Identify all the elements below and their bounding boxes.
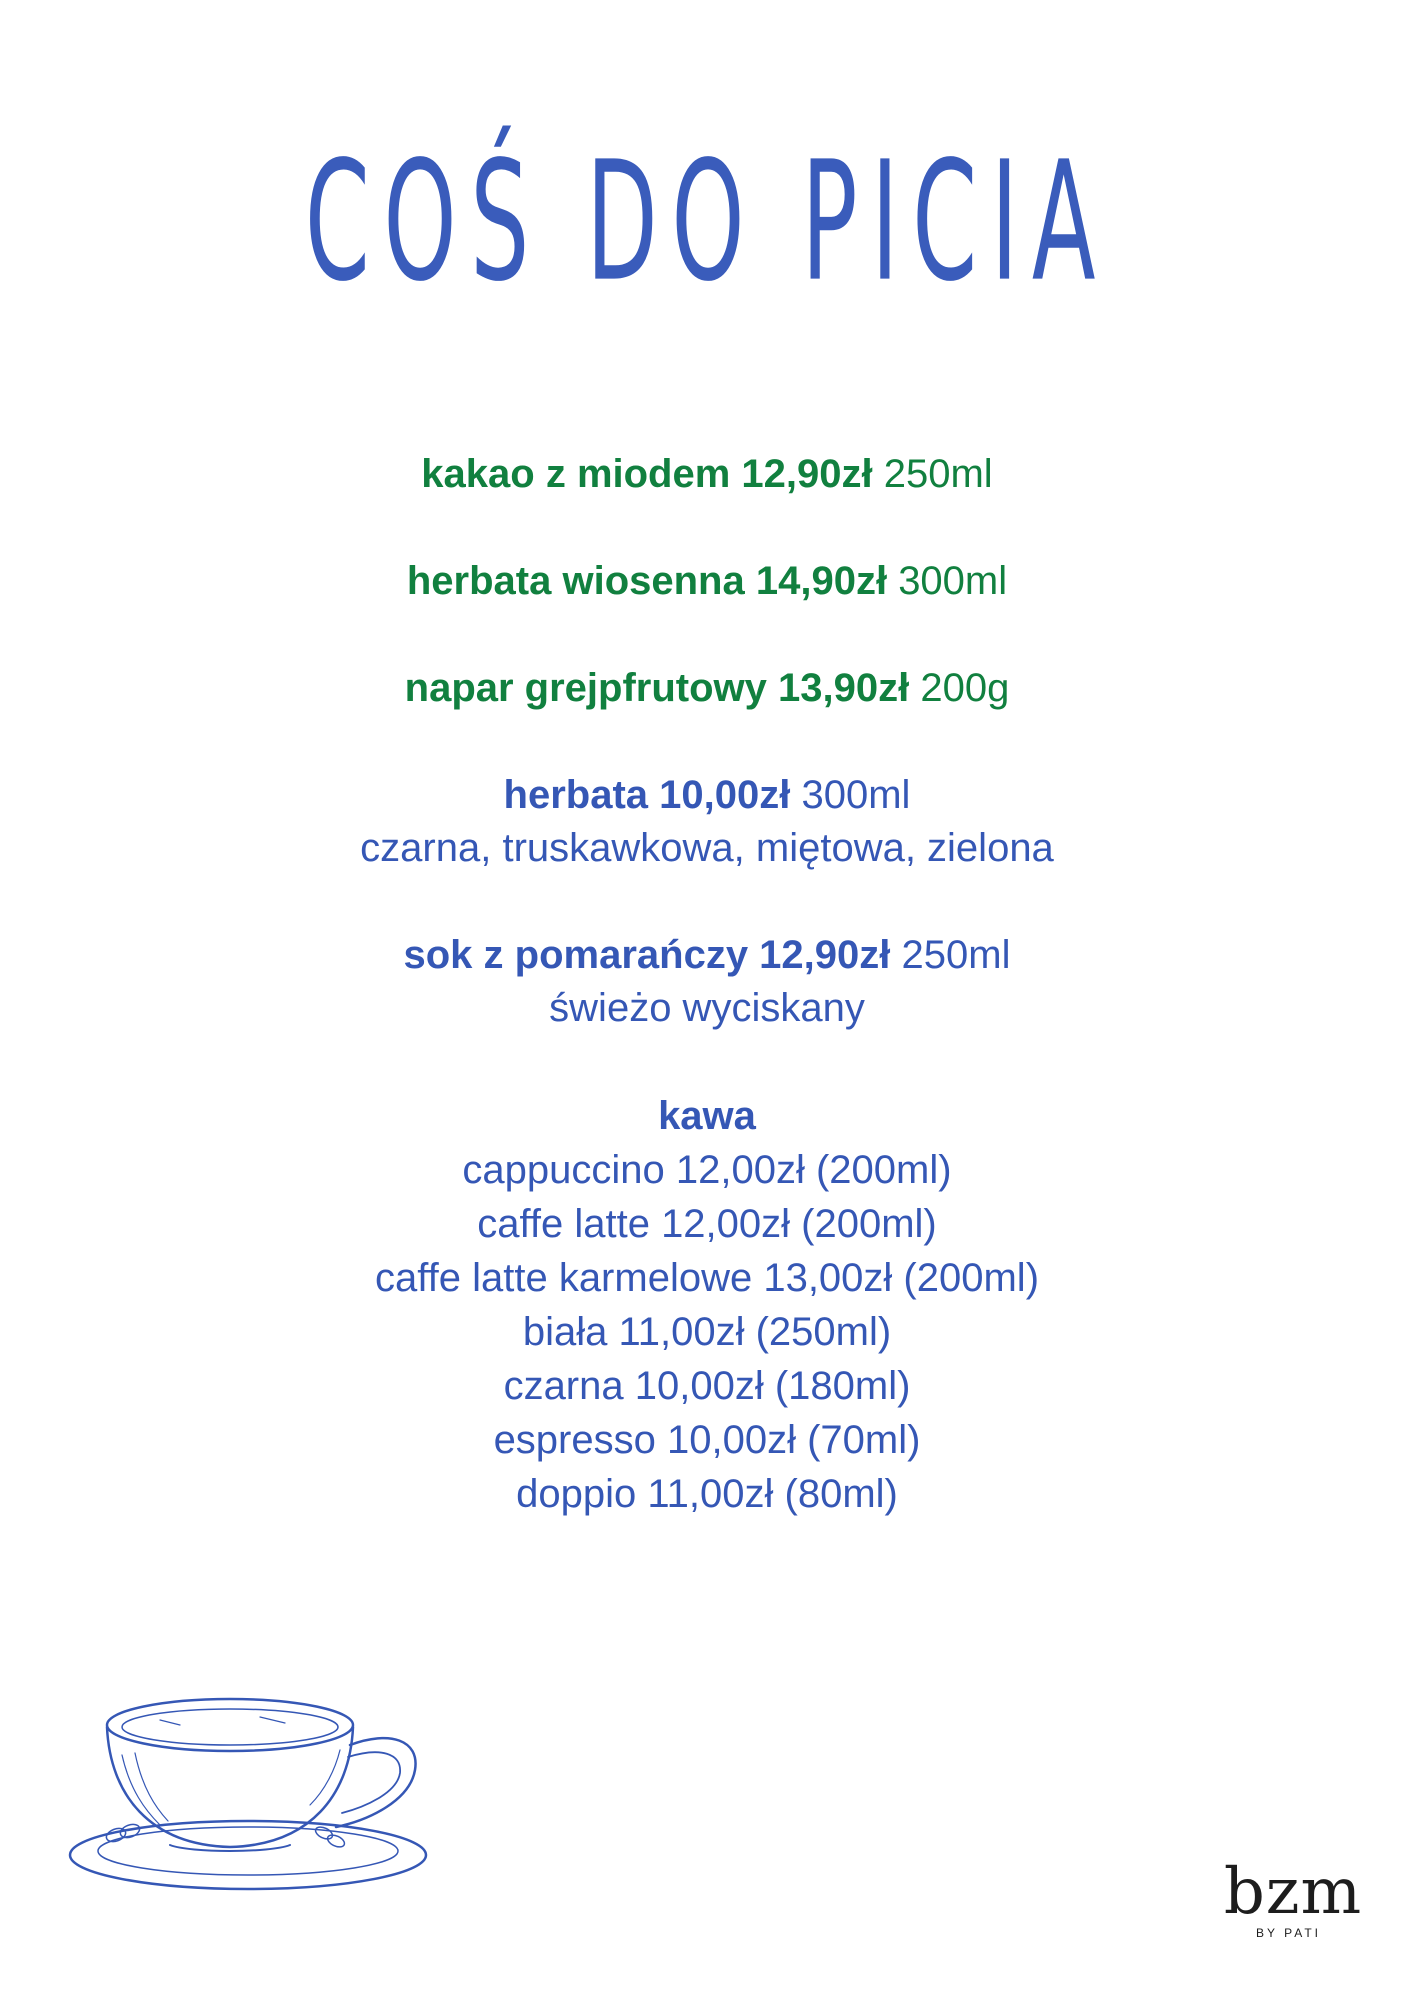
item-name-price: napar grejpfrutowy 13,90zł xyxy=(404,666,910,710)
menu-section-kawa xyxy=(0,1089,1414,1521)
coffee-item: czarna 10,00zł (180ml) xyxy=(503,1364,911,1408)
item-size: 300ml xyxy=(898,559,1008,603)
menu-item-herbata-wiosenna xyxy=(0,555,1414,608)
logo-wordmark: bzm xyxy=(1223,1855,1363,1929)
coffee-item: espresso 10,00zł (70ml) xyxy=(493,1418,921,1462)
section-heading: kawa xyxy=(658,1094,756,1138)
item-size: 300ml xyxy=(801,773,911,817)
item-size: 200g xyxy=(920,666,1010,710)
item-size: 250ml xyxy=(901,933,1011,977)
menu-item-kakao xyxy=(0,448,1414,501)
page-title: COŚ DO PICIA xyxy=(304,126,1110,319)
item-name-price: sok z pomarańczy 12,90zł xyxy=(403,933,891,977)
menu-item-napar xyxy=(0,662,1414,715)
coffee-item: doppio 11,00zł (80ml) xyxy=(516,1472,898,1516)
coffee-item: caffe latte karmelowe 13,00zł (200ml) xyxy=(374,1256,1040,1300)
coffee-item: caffe latte 12,00zł (200ml) xyxy=(477,1202,937,1246)
item-size: 250ml xyxy=(883,452,993,496)
item-name-price: herbata 10,00zł xyxy=(503,773,791,817)
coffee-item: biała 11,00zł (250ml) xyxy=(522,1310,892,1354)
item-name-price: herbata wiosenna 14,90zł xyxy=(406,559,888,603)
menu-item-herbata xyxy=(0,769,1414,875)
drinks-menu xyxy=(0,448,1414,1575)
menu-item-sok xyxy=(0,929,1414,1035)
item-description: świeżo wyciskany xyxy=(549,986,865,1030)
logo-subtitle: BY PATI xyxy=(1256,1926,1322,1940)
item-name-price: kakao z miodem 12,90zł xyxy=(421,452,873,496)
brand-logo xyxy=(1218,1855,1368,1940)
coffee-item: cappuccino 12,00zł (200ml) xyxy=(462,1148,952,1192)
item-description: czarna, truskawkowa, miętowa, zielona xyxy=(360,826,1054,870)
coffee-cup-icon xyxy=(60,1695,440,1895)
